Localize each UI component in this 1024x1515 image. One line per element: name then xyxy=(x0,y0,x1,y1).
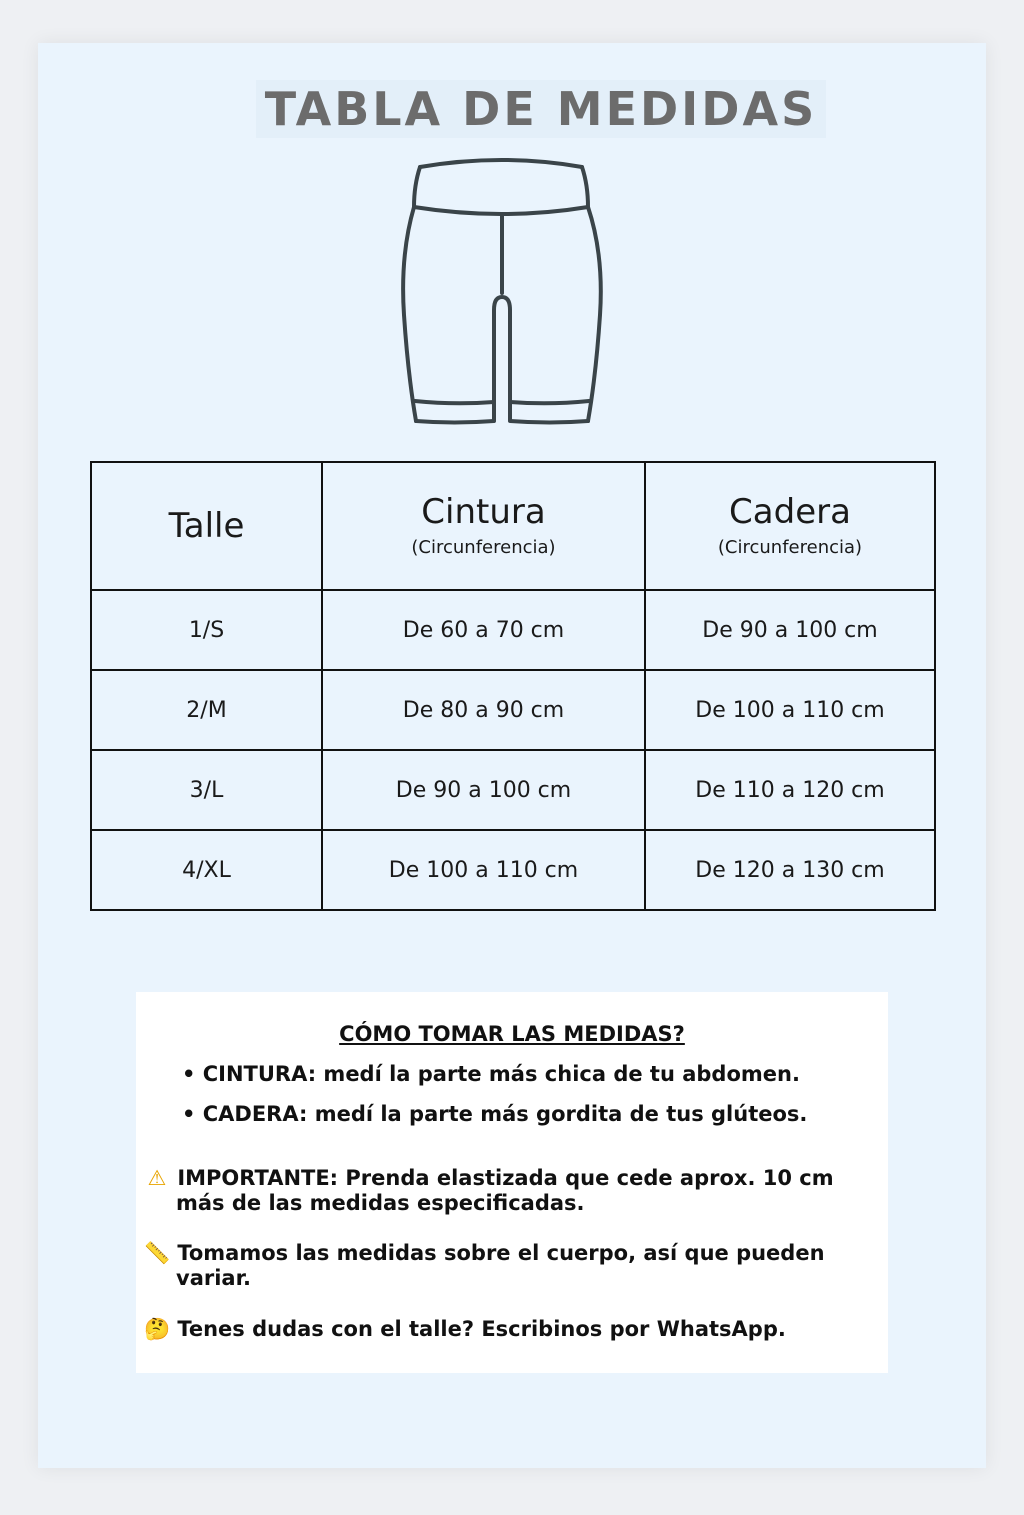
table-row xyxy=(91,670,935,750)
header-sublabel: (Circunferencia) xyxy=(411,537,556,558)
cell-cadera: De 110 a 120 cm xyxy=(645,750,935,830)
note-whatsapp xyxy=(144,1317,844,1342)
header-cintura xyxy=(322,462,645,590)
cell-talle: 4/XL xyxy=(91,830,322,910)
note-line: Tenes dudas con el talle? Escribinos por WhatsApp. xyxy=(177,1317,786,1341)
table-header-row xyxy=(91,462,935,590)
shorts-icon xyxy=(398,155,606,429)
header-label: Talle xyxy=(168,506,245,546)
note-line: variar. xyxy=(176,1266,251,1290)
instructions-heading: CÓMO TOMAR LAS MEDIDAS? xyxy=(339,1022,685,1046)
bullet-cadera: • CADERA: medí la parte más gordita de tus glúteos. xyxy=(182,1102,808,1126)
note-line: IMPORTANTE: Prenda elastizada que cede aprox. 10 cm xyxy=(177,1166,834,1190)
cell-cintura: De 100 a 110 cm xyxy=(322,830,645,910)
bullet-cintura: • CINTURA: medí la parte más chica de tu abdomen. xyxy=(182,1062,800,1086)
note-line: Tomamos las medidas sobre el cuerpo, así que pueden xyxy=(177,1241,825,1265)
note-line: más de las medidas especificadas. xyxy=(176,1191,585,1215)
header-cadera xyxy=(645,462,935,590)
table-row xyxy=(91,590,935,670)
header-label: Cintura xyxy=(421,492,546,532)
note-importante xyxy=(144,1166,844,1216)
cell-cintura: De 80 a 90 cm xyxy=(322,670,645,750)
table-row xyxy=(91,750,935,830)
page-title: TABLA DE MEDIDAS xyxy=(256,80,826,138)
cell-cadera: De 120 a 130 cm xyxy=(645,830,935,910)
header-label: Cadera xyxy=(729,492,851,532)
cell-talle: 2/M xyxy=(91,670,322,750)
cell-cintura: De 60 a 70 cm xyxy=(322,590,645,670)
cell-talle: 3/L xyxy=(91,750,322,830)
thinking-face-icon: 🤔 xyxy=(144,1317,171,1341)
size-chart-card xyxy=(38,43,986,1468)
measuring-instructions xyxy=(136,992,888,1373)
note-medidas xyxy=(144,1241,844,1291)
header-sublabel: (Circunferencia) xyxy=(717,537,863,558)
header-talle xyxy=(91,462,322,590)
table-row xyxy=(91,830,935,910)
ruler-icon: 📏 xyxy=(144,1241,171,1265)
cell-cadera: De 100 a 110 cm xyxy=(645,670,935,750)
cell-talle: 1/S xyxy=(91,590,322,670)
cell-cadera: De 90 a 100 cm xyxy=(645,590,935,670)
size-table xyxy=(90,461,936,911)
warning-icon: ⚠ xyxy=(147,1166,167,1190)
cell-cintura: De 90 a 100 cm xyxy=(322,750,645,830)
